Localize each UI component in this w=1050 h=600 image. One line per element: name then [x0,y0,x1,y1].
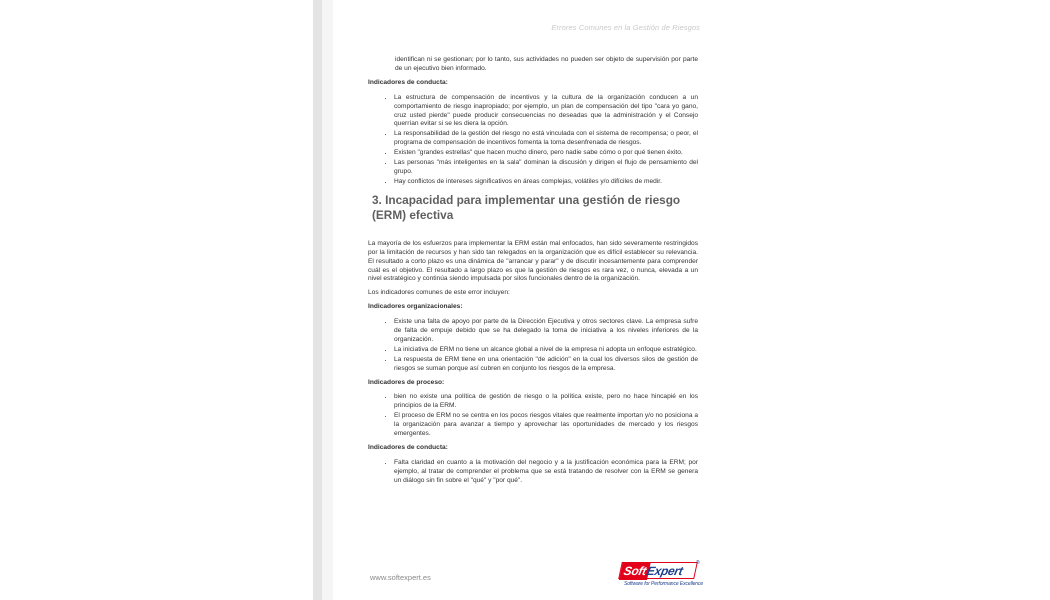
list-item: • La respuesta de ERM tiene en una orientación "de adición" en la cual los diversos silos de gestión de riesgos se suman porque así cubren en conjunto los riesgos de la empresa. [394,356,698,374]
logo-frame [618,562,698,579]
softexpert-logo [620,560,704,592]
list-item: • Hay conflictos de intereses significativos en áreas complejas, volátiles y/o difíciles de medir. [394,178,698,187]
indicators-intro: Los indicadores comunes de este error incluyen: [368,289,510,297]
list-item: • Las personas "más inteligentes en la sala" dominan la discusión y dirigen el flujo de pensamiento del grupo. [394,159,698,177]
intro-continuation: identifican ni se gestionan; por lo tanto, sus actividades no pueden ser objeto de supervisión por parte de un ejecutivo bien informado. [395,56,698,72]
list-item: • La iniciativa de ERM no tiene un alcance global a nivel de la empresa ni adopta un enfoque estratégico. [394,346,698,355]
page-content [368,56,698,491]
running-header: Errores Comunes en la Gestión de Riesgos [551,23,700,32]
process-indicators-list [368,393,698,439]
logo-tagline: Software for Performance Excellence [624,581,704,587]
list-item: • La responsabilidad de la gestión del riesgo no está vinculada con el sistema de recompensa; o peor, el programa de compensación de incentivos fomenta la toma desenfrenada de riesgos. [394,130,698,148]
document-page [333,0,718,600]
org-indicators-list [368,318,698,373]
trademark-mark: ® [696,560,700,566]
conduct-indicators-heading: Indicadores de conducta: [368,78,448,86]
section-title: 3. Incapacidad para implementar una gestión de riesgo (ERM) efectiva [372,192,681,222]
list-item: • El proceso de ERM no se centra en los pocos riesgos vitales que realmente importan y/o no posiciona a la organización para avanzar a tiempo y aprovechar las oportunidades de mercado y los riesgos emergentes. [394,412,698,439]
list-item: • La estructura de compensación de incentivos y la cultura de la organización conducen a un comportamiento de riesgo inapropiado; por ejemplo, un plan de compensación del tipo "cara yo gano, cruz usted pierde" puede producir consecuencias no deseadas que la administración y el Consejo querrían evitar si se les diera la opción. [394,94,698,130]
list-item: • Existe una falta de apoyo por parte de la Dirección Ejecutiva y otros sectores clave. La empresa sufre de falta de empuje debido que se ha delegado la toma de iniciativa a los niveles inferiores de la organización. [394,318,698,345]
conduct-indicators-heading-2: Indicadores de conducta: [368,444,448,451]
list-item: • Falta claridad en cuanto a la motivación del negocio y a la justificación económica para la ERM; por ejemplo, al tratar de comprender el problema que se está tratando de resolver con la ERM se genera un diálogo sin fin sobre el "qué" y "por qué". [394,459,698,486]
list-item: • Existen "grandes estrellas" que hacen mucho dinero, pero nadie sabe cómo o por qué tienen éxito. [394,149,698,158]
scrollbar[interactable] [313,0,322,600]
conduct-indicators-list [368,94,698,187]
logo-wordmark [622,564,684,579]
process-indicators-heading: Indicadores de proceso: [368,378,445,386]
section-paragraph: La mayoría de los esfuerzos para implementar la ERM están mal enfocados, han sido severamente restringidos por la limitación de recursos y han sido tan relegados en la organización que es difícil establecer su relevancia. El resultado a corto plazo es una dinámica de "arrancar y parar" y de discutir incesantemente para comprender cuál es el objetivo. El resultado a largo plazo es que la gestión de riesgos es rara vez, o nunca, elevada a un nivel estratégico y continúa siendo impulsada por silos funcionales dentro de la organización. [368,239,698,283]
list-item: • bien no existe una política de gestión de riesgo o la política existe, pero no hace hincapié en los principios de la ERM. [394,393,698,411]
logo-expert-text: Expert [645,564,685,578]
conduct-indicators-list-2 [368,459,698,486]
logo-soft-text: Soft [622,564,648,578]
footer-url: www.softexpert.es [370,573,431,582]
scrollbar-gutter [322,0,333,600]
org-indicators-heading: Indicadores organizacionales: [368,303,463,311]
